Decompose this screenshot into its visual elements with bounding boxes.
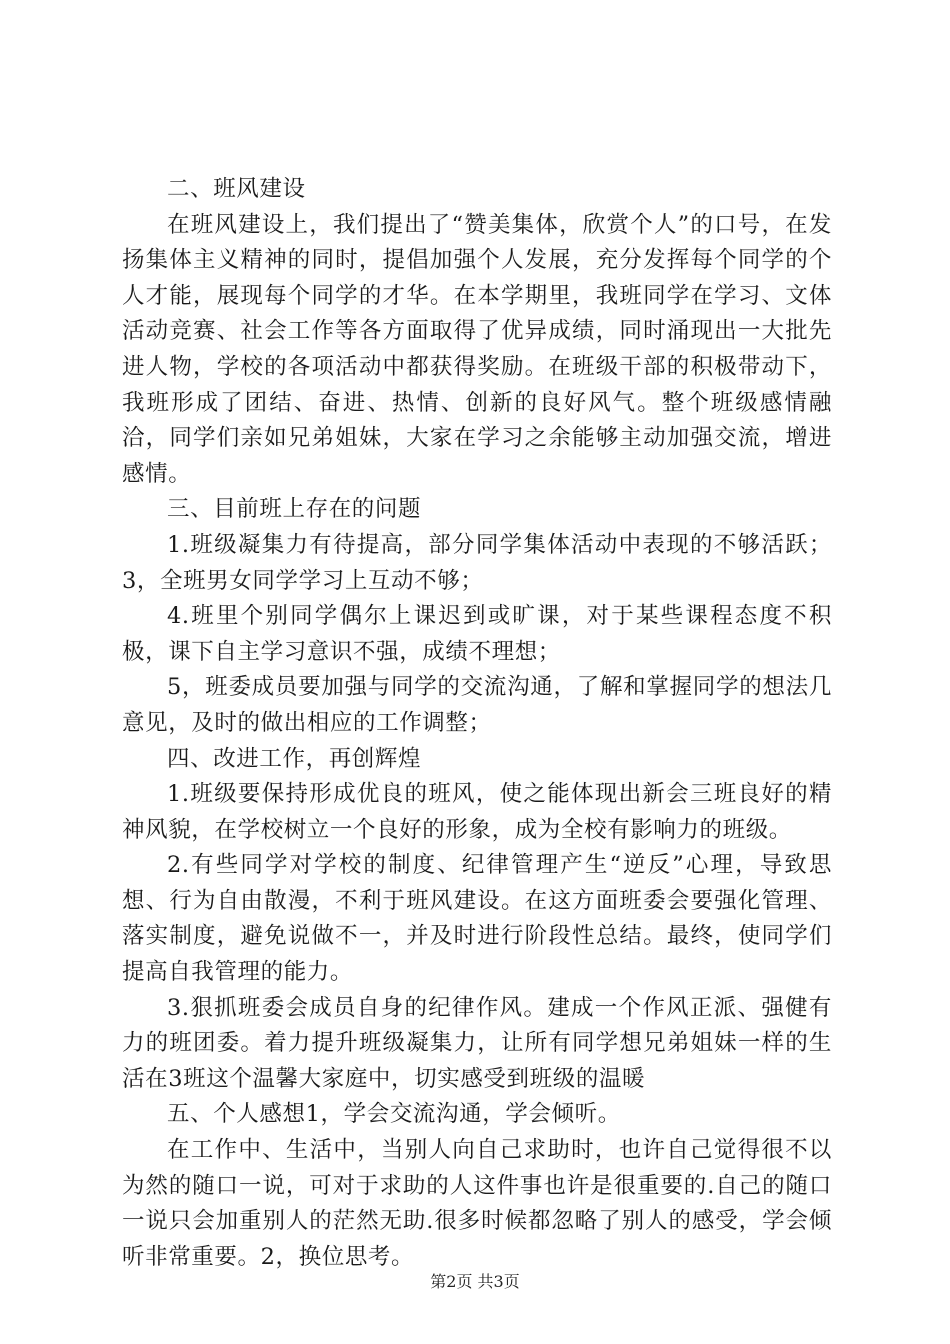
document-body <box>122 172 832 1275</box>
paragraph-class-style: 在班风建设上，我们提出了“赞美集体，欣赏个人”的口号，在发扬集体主义精神的同时，提倡加强个人发展，充分发挥每个同学的个人才能，展现每个同学的才华。在本学期里，我班同学在学习、文体活动竞赛、社会工作等各方面取得了优异成绩，同时涌现出一大批先进人物，学校的各项活动中都获得奖励。在班级干部的积极带动下，我班形成了团结、奋进、热情、创新的良好风气。整个班级感情融洽，同学们亲如兄弟姐妹，大家在学习之余能够主动加强交流，增进感情。 <box>122 211 832 487</box>
paragraph-problem-4: 4.班里个别同学偶尔上课迟到或旷课，对于某些课程态度不积极，课下自主学习意识不强，成绩不理想； <box>122 603 832 665</box>
paragraph-improvement-3: 3.狠抓班委会成员自身的纪律作风。建成一个作风正派、强健有力的班团委。着力提升班级凝集力，让所有同学想兄弟姐妹一样的生活在3班这个温馨大家庭中，切实感受到班级的温暖 <box>122 994 832 1092</box>
paragraph-improvement-1: 1.班级要保持形成优良的班风，使之能体现出新会三班良好的精神风貌，在学校树立一个良好的形象，成为全校有影响力的班级。 <box>122 781 832 843</box>
section-heading-class-style: 二、班风建设 <box>167 176 306 202</box>
paragraph-problem-5: 5，班委成员要加强与同学的交流沟通，了解和掌握同学的想法几意见，及时的做出相应的工作调整； <box>122 674 832 736</box>
section-heading-improvement: 四、改进工作，再创辉煌 <box>167 745 422 772</box>
paragraph-problem-1: 1.班级凝集力有待提高，部分同学集体活动中表现的不够活跃；3，全班男女同学学习上互动不够； <box>122 531 832 594</box>
paragraph-personal-thoughts: 在工作中、生活中，当别人向自己求助时，也许自己觉得很不以为然的随口一说，可对于求助的人这件事也许是很重要的.自己的随口一说只会加重别人的茫然无助.很多时候都忽略了别人的感受，学会倾听非常重要。2，换位思考。 <box>122 1137 832 1270</box>
paragraph-improvement-2: 2.有些同学对学校的制度、纪律管理产生“逆反”心理，导致思想、行为自由散漫，不利于班风建设。在这方面班委会要强化管理、落实制度，避免说做不一，并及时进行阶段性总结。最终，使同学们提高自我管理的能力。 <box>122 852 832 986</box>
section-heading-personal-thoughts: 五、个人感想1，学会交流沟通，学会倾听。 <box>167 1101 621 1128</box>
section-heading-problems: 三、目前班上存在的问题 <box>167 496 422 523</box>
page-number-footer: 第2页 共3页 <box>430 1272 520 1291</box>
